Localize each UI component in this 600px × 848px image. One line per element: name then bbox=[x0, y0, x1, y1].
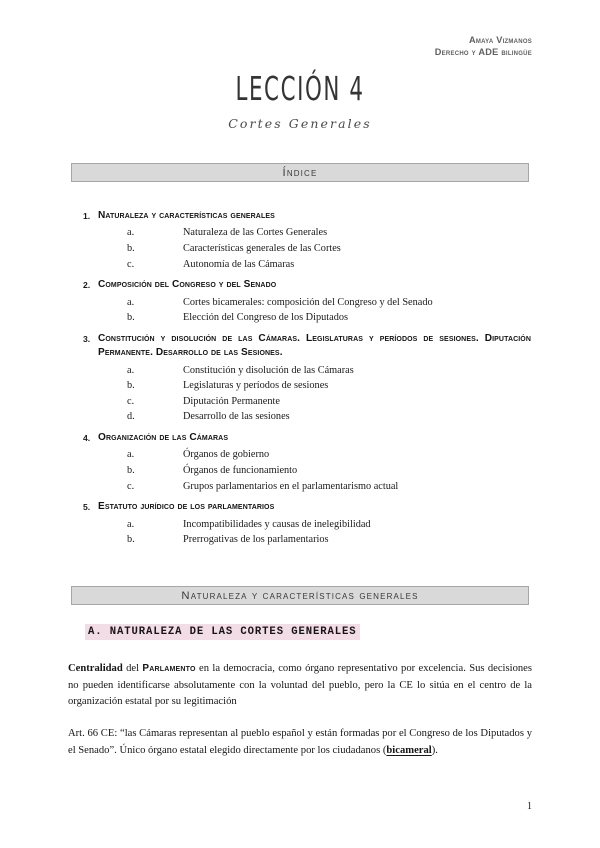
index-sub-item[interactable] bbox=[71, 394, 531, 410]
index-sub-letter: b. bbox=[127, 312, 135, 324]
index-sub-item[interactable] bbox=[71, 532, 531, 548]
index-sub-letter: c. bbox=[127, 395, 135, 407]
section-banner-label: Naturaleza y características generales bbox=[181, 589, 419, 602]
index-sub-item[interactable] bbox=[71, 409, 531, 425]
index-sub-label: Elección del Congreso de los Diputados bbox=[183, 312, 349, 324]
paragraph-text bbox=[68, 661, 532, 711]
index-sub-item[interactable] bbox=[71, 310, 531, 326]
index-sub-label: Legislaturas y períodos de sesiones bbox=[183, 380, 329, 392]
paragraph-centralidad bbox=[68, 661, 532, 711]
index-sub-item[interactable] bbox=[71, 295, 531, 311]
index-sub-label: Desarrollo de las sesiones bbox=[183, 411, 290, 423]
paragraph-text bbox=[68, 726, 532, 759]
index-sub-item[interactable] bbox=[71, 447, 531, 463]
index-sub-item[interactable] bbox=[71, 225, 531, 241]
index-item-number: 3. bbox=[83, 333, 91, 344]
index-sub-item[interactable] bbox=[71, 241, 531, 257]
paragraph-art66 bbox=[68, 726, 532, 759]
index-main-item[interactable] bbox=[71, 278, 531, 292]
index-main-item[interactable] bbox=[71, 332, 531, 361]
index-sub-item[interactable] bbox=[71, 517, 531, 533]
index-sub-label: Cortes bicamerales: composición del Congreso y del Senado bbox=[183, 296, 433, 308]
index-sub-label: Incompatibilidades y causas de inelegibilidad bbox=[183, 518, 371, 530]
index-sub-letter: b. bbox=[127, 465, 135, 477]
index-sub-letter: a. bbox=[127, 518, 135, 530]
index-banner-label: Índice bbox=[282, 166, 318, 179]
index-sub-item[interactable] bbox=[71, 363, 531, 379]
index-sub-letter: c. bbox=[127, 258, 135, 270]
index-sub-letter: a. bbox=[127, 364, 135, 376]
index-item-number: 1. bbox=[83, 211, 91, 221]
index-sub-letter: b. bbox=[127, 380, 135, 392]
section-banner bbox=[71, 586, 529, 605]
index-sub-label: Constitución y disolución de las Cámaras bbox=[183, 364, 354, 376]
paragraph-connector: del bbox=[122, 663, 143, 674]
index-sub-letter: c. bbox=[127, 480, 135, 492]
index-sub-label: Órganos de gobierno bbox=[183, 449, 270, 461]
index-sub-label: Naturaleza de las Cortes Generales bbox=[183, 227, 328, 239]
index-item-title: Composición del Congreso y del Senado bbox=[98, 279, 277, 291]
paragraph-tail: ). bbox=[431, 744, 438, 756]
index-group bbox=[71, 500, 531, 548]
index-group bbox=[71, 431, 531, 494]
index-group bbox=[71, 332, 531, 425]
index-sub-letter: b. bbox=[127, 534, 135, 546]
index-sub-letter: b. bbox=[127, 242, 135, 254]
subsection-heading-text: A. NATURALEZA DE LAS CORTES GENERALES bbox=[85, 624, 360, 640]
index-sub-item[interactable] bbox=[71, 463, 531, 479]
parlamento-term: Parlamento bbox=[142, 663, 196, 674]
paragraph-body: Art. 66 CE: “las Cámaras representan al pueblo español y están formadas por el Congreso de los Diputados y el Senado”. Único órgano estatal elegido directamente por los ciudadanos ( bbox=[68, 728, 532, 756]
index-sub-label: Diputación Permanente bbox=[183, 395, 280, 407]
index-main-item[interactable] bbox=[71, 431, 531, 445]
index-main-item[interactable] bbox=[71, 209, 531, 223]
index-item-title: Constitución y disolución de las Cámaras. Legislaturas y períodos de sesiones. Diputación Permanente. Desarrollo de las Sesiones. bbox=[98, 332, 531, 359]
index-sub-label: Prerrogativas de los parlamentarios bbox=[183, 534, 329, 546]
subsection-heading bbox=[85, 621, 360, 639]
header-author: Amaya Vizmanos bbox=[468, 35, 532, 45]
page-title: LECCIÓN 4 bbox=[235, 69, 365, 108]
index-sub-label: Órganos de funcionamiento bbox=[183, 465, 298, 477]
index-sub-letter: d. bbox=[127, 411, 135, 423]
index-sub-label: Características generales de las Cortes bbox=[183, 242, 341, 254]
index-sub-label: Autonomía de las Cámaras bbox=[183, 258, 295, 270]
index-item-number: 2. bbox=[83, 280, 91, 291]
index-sub-item[interactable] bbox=[71, 479, 531, 495]
index-sub-item[interactable] bbox=[71, 378, 531, 394]
header-program: Derecho y ADE bilingüe bbox=[434, 47, 532, 58]
page-number: 1 bbox=[527, 801, 532, 812]
index-sub-label: Grupos parlamentarios en el parlamentarismo actual bbox=[183, 480, 399, 492]
index-banner bbox=[71, 163, 529, 182]
page-subtitle: Cortes Generales bbox=[228, 115, 372, 131]
index-group bbox=[71, 209, 531, 272]
index-sub-item[interactable] bbox=[71, 257, 531, 273]
index-sub-letter: a. bbox=[127, 227, 135, 239]
lead-bold-term: Centralidad bbox=[68, 663, 123, 674]
index-main-item[interactable] bbox=[71, 500, 531, 514]
title-block bbox=[0, 69, 600, 131]
document-header bbox=[435, 34, 532, 58]
index-group bbox=[71, 278, 531, 326]
index-item-title: Organización de las Cámaras bbox=[98, 432, 229, 444]
index-sub-letter: a. bbox=[127, 296, 135, 308]
index-item-number: 5. bbox=[83, 502, 91, 513]
bicameral-term: bicameral bbox=[386, 744, 432, 756]
index-item-title: Estatuto jurídico de los parlamentarios bbox=[98, 501, 275, 513]
index-list bbox=[71, 203, 531, 549]
paragraph-body: en la democracia, como órgano representativo por excelencia. Sus decisiones no pueden identificarse absolutamente con la voluntad del pueblo, pero la CE lo sitúa en el centro de la organización estatal por su legitimación bbox=[68, 663, 532, 708]
index-item-title: Naturaleza y características generales bbox=[98, 210, 275, 221]
index-sub-letter: a. bbox=[127, 449, 135, 461]
index-item-number: 4. bbox=[83, 433, 91, 444]
